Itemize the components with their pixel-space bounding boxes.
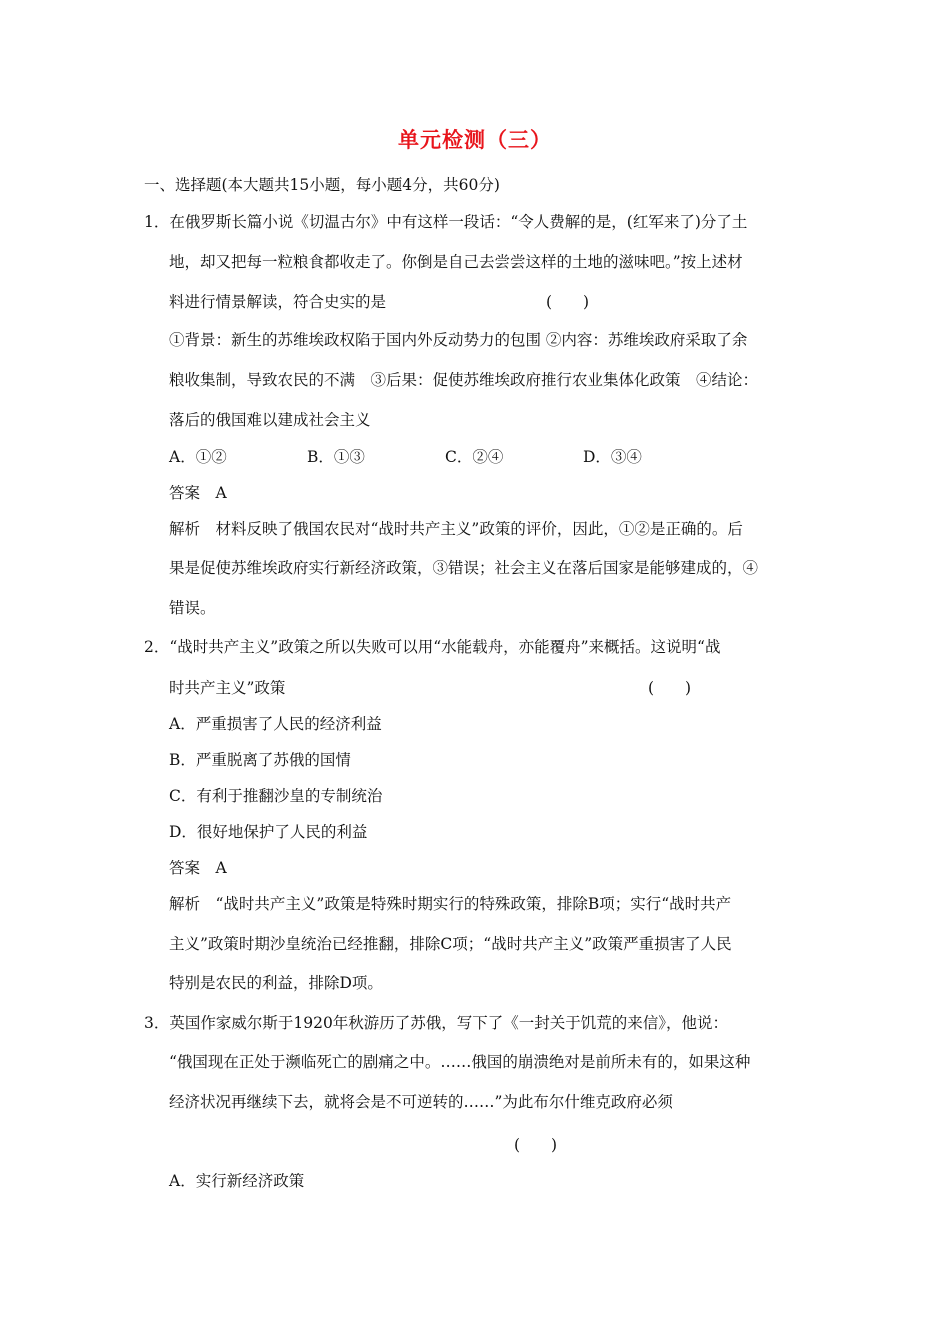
q1-stem-line-3: 料进行情景解读，符合史实的是 <box>169 293 387 311</box>
q1-statement-line-3: 落后的俄国难以建成社会主义 <box>169 411 371 429</box>
q2-stem-line-2: 时共产主义”政策 <box>169 679 286 697</box>
q2-explanation-line-3: 特别是农民的利益，排除D项。 <box>169 974 383 992</box>
q1-stem-line-2: 地，却又把每一粒粮食都收走了。你倒是自己去尝尝这样的土地的滋味吧。”按上述材 <box>169 253 743 271</box>
q1-explanation-line-3: 错误。 <box>169 599 216 617</box>
q1-option-c: C．②④ <box>445 448 504 466</box>
q3-stem-line-2: “俄国现在正处于濒临死亡的剧痛之中。……俄国的崩溃绝对是前所未有的，如果这种 <box>169 1053 751 1071</box>
page-title: 单元检测（三） <box>398 127 552 152</box>
q3-stem-line-3: 经济状况再继续下去，就将会是不可逆转的……”为此布尔什维克政府必须 <box>169 1093 673 1111</box>
q1-statement-line-1: ①背景：新生的苏维埃政权陷于国内外反动势力的包围 ②内容：苏维埃政府采取了余 <box>169 331 748 349</box>
q1-stem-line-1: 1．在俄罗斯长篇小说《切温古尔》中有这样一段话：“令人费解的是，(红军来了)分了土 <box>144 213 748 231</box>
section-heading: 一、选择题(本大题共15小题，每小题4分，共60分) <box>144 176 500 194</box>
q2-answer-blank: ( ) <box>648 679 692 697</box>
q2-option-d: D．很好地保护了人民的利益 <box>169 823 368 841</box>
q2-option-c: C．有利于推翻沙皇的专制统治 <box>169 787 383 805</box>
q1-option-d: D．③④ <box>583 448 642 466</box>
q2-explanation-line-2: 主义”政策时期沙皇统治已经推翻，排除C项；“战时共产主义”政策严重损害了人民 <box>169 935 732 953</box>
q1-statement-line-2: 粮收集制，导致农民的不满 ③后果：促使苏维埃政府推行农业集体化政策 ④结论： <box>169 371 759 389</box>
q2-answer: 答案 A <box>169 859 227 877</box>
q2-option-b: B．严重脱离了苏俄的国情 <box>169 751 351 769</box>
q3-option-a: A．实行新经济政策 <box>169 1172 305 1190</box>
q2-option-a: A．严重损害了人民的经济利益 <box>169 715 382 733</box>
q1-explanation-line-2: 果是促使苏维埃政府实行新经济政策，③错误；社会主义在落后国家是能够建成的，④ <box>169 559 759 577</box>
q3-stem-line-1: 3．英国作家威尔斯于1920年秋游历了苏俄，写下了《一封关于饥荒的来信》，他说： <box>144 1014 729 1032</box>
q2-explanation-line-1: 解析 “战时共产主义”政策是特殊时期实行的特殊政策，排除B项；实行“战时共产 <box>169 895 732 913</box>
q3-answer-blank: ( ) <box>514 1136 558 1154</box>
q1-answer: 答案 A <box>169 484 227 502</box>
q1-option-a: A．①② <box>169 448 227 466</box>
q1-explanation-line-1: 解析 材料反映了俄国农民对“战时共产主义”政策的评价，因此，①②是正确的。后 <box>169 520 743 538</box>
q2-stem-line-1: 2．“战时共产主义”政策之所以失败可以用“水能载舟，亦能覆舟”来概括。这说明“战 <box>144 638 721 656</box>
q1-option-b: B．①③ <box>307 448 365 466</box>
q1-options <box>169 446 721 468</box>
q1-answer-blank: ( ) <box>546 293 590 311</box>
